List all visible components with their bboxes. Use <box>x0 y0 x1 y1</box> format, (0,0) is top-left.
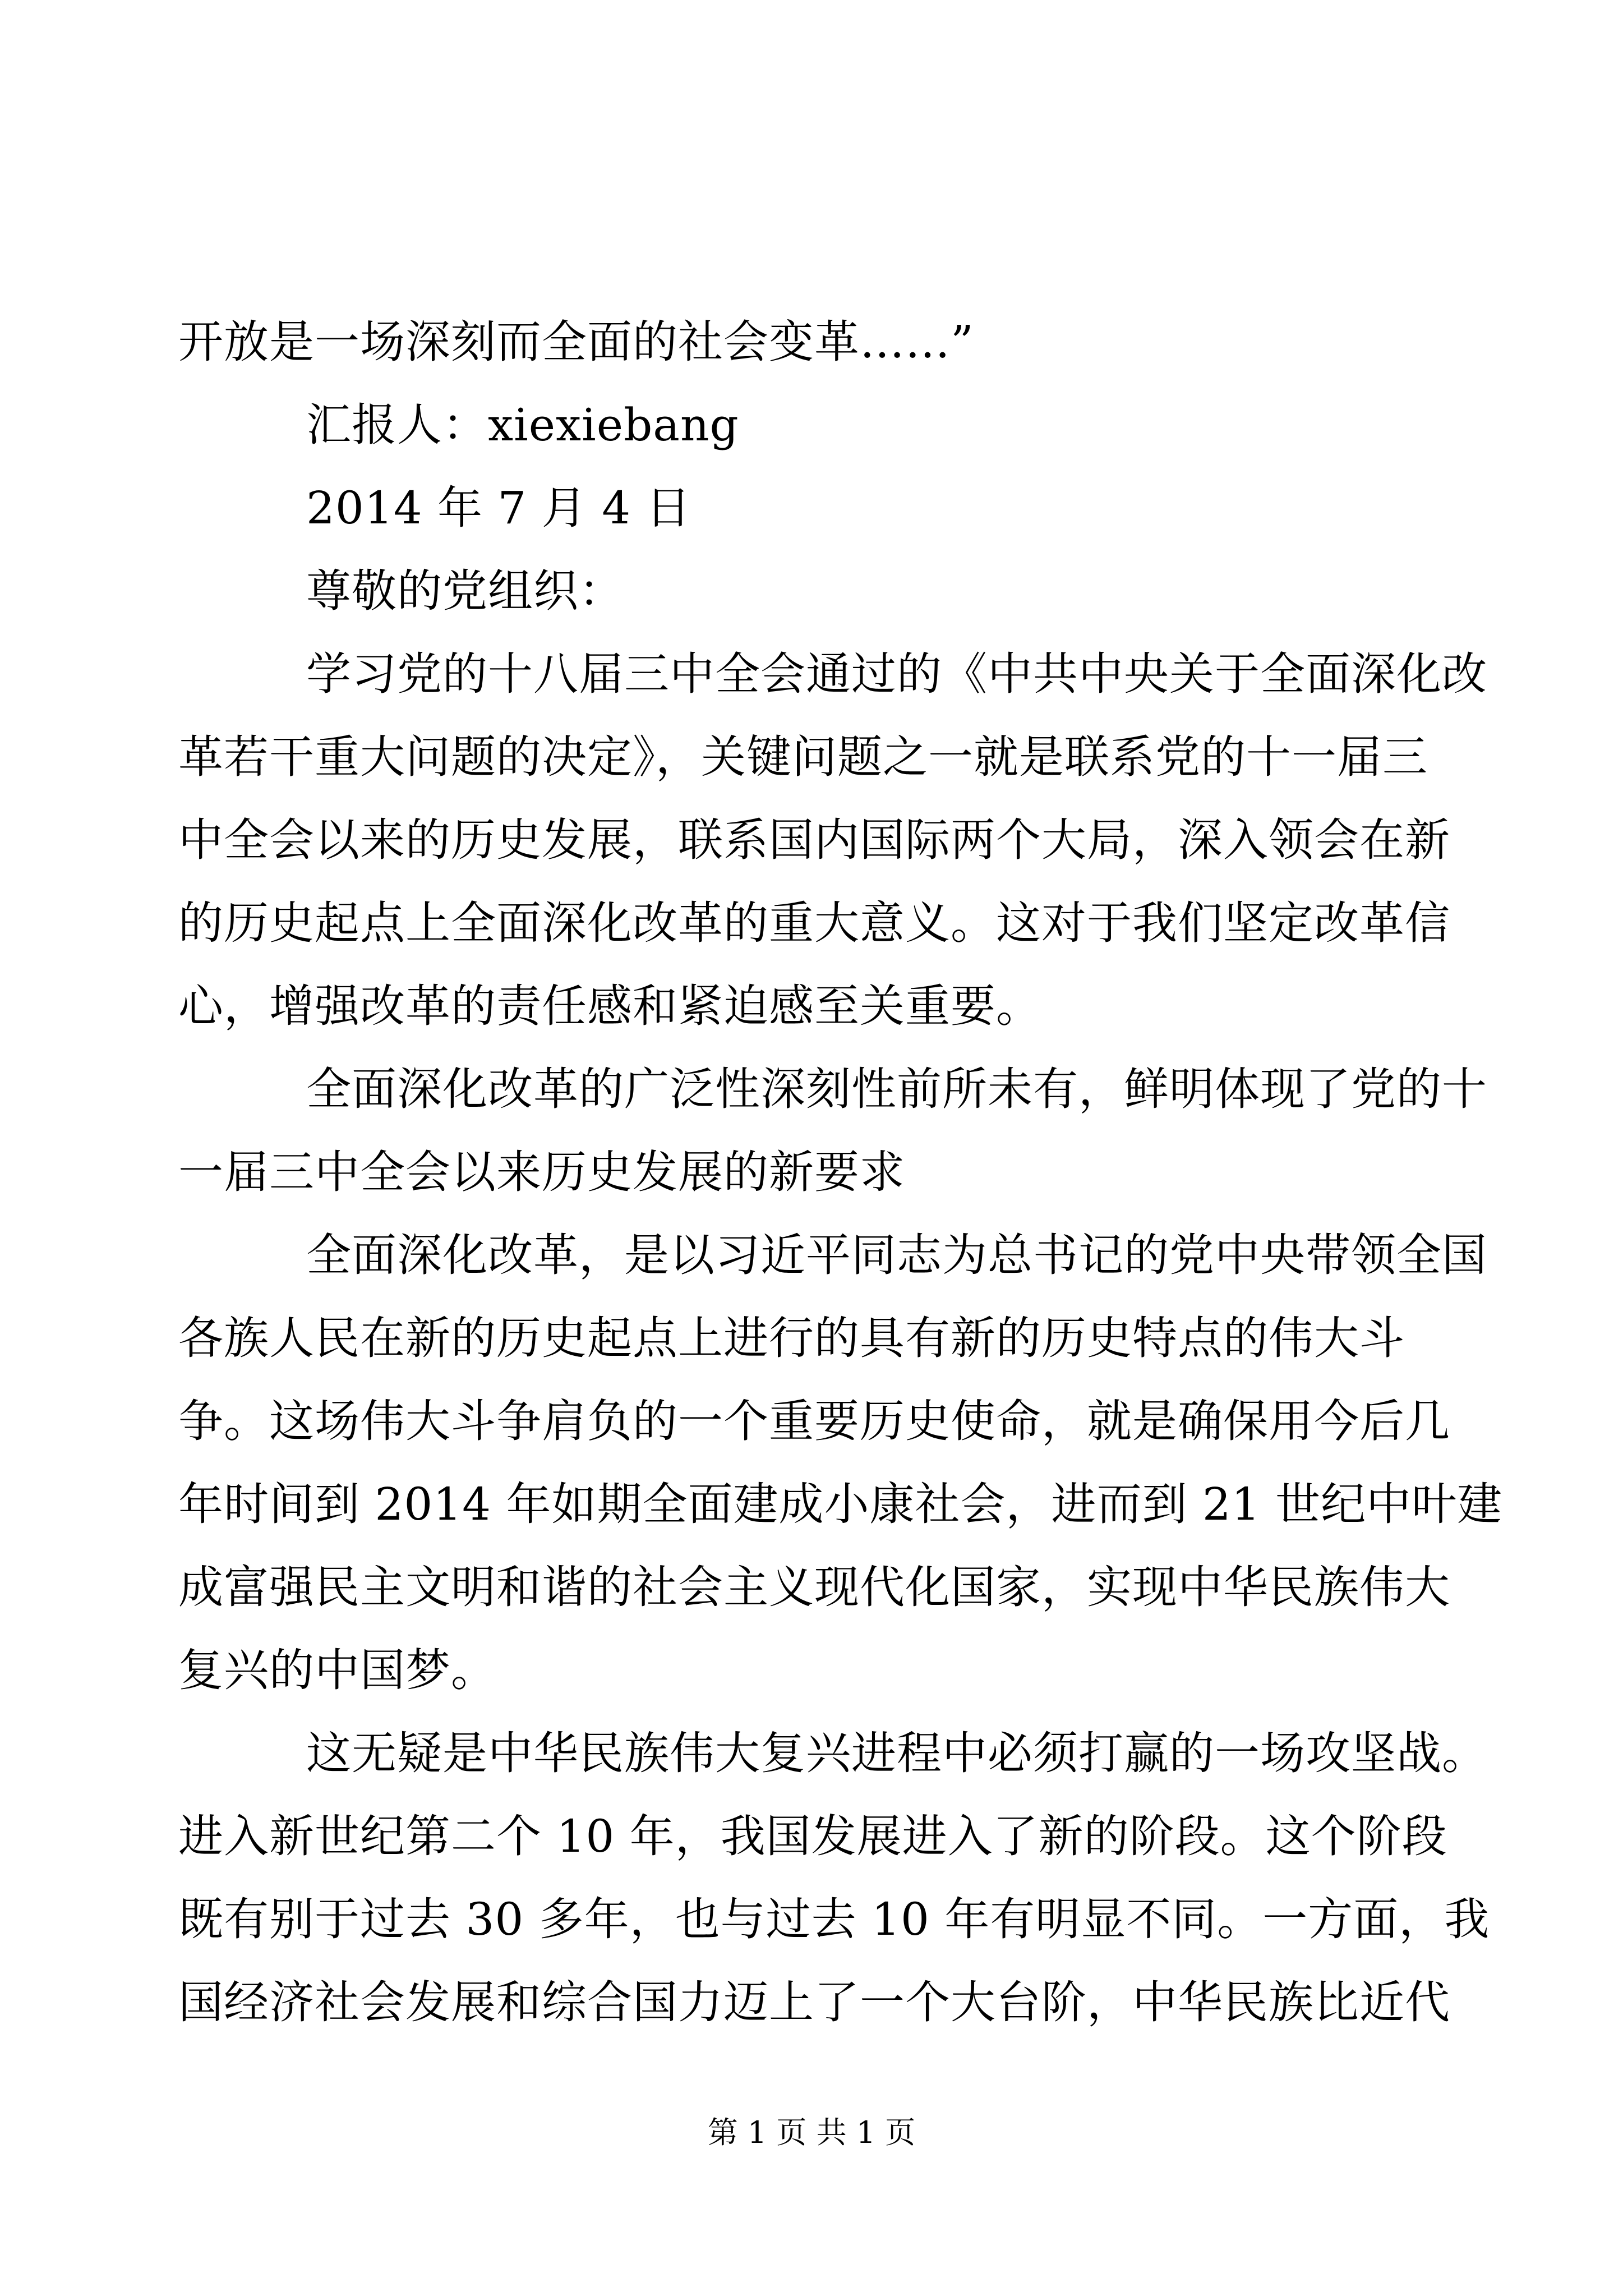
date-line: 2014 年 7 月 4 日 <box>306 482 691 534</box>
paragraph-3-line-4: 年时间到 2014 年如期全面建成小康社会，进而到 21 世纪中叶建 <box>178 1478 1503 1530</box>
paragraph-1-line-4: 的历史起点上全面深化改革的重大意义。这对于我们坚定改革信 <box>178 897 1450 949</box>
paragraph-2-line-2: 一届三中全会以来历史发展的新要求 <box>178 1146 905 1198</box>
paragraph-2-line-1: 全面深化改革的广泛性深刻性前所未有，鲜明体现了党的十 <box>306 1063 1487 1115</box>
paragraph-4-line-4: 国经济社会发展和综合国力迈上了一个大台阶，中华民族比近代 <box>178 1976 1450 2028</box>
paragraph-1-line-2: 革若干重大问题的决定》，关键问题之一就是联系党的十一届三 <box>178 731 1428 783</box>
paragraph-3-line-5: 成富强民主文明和谐的社会主义现代化国家，实现中华民族伟大 <box>178 1561 1450 1613</box>
paragraph-1-line-1: 学习党的十八届三中全会通过的《中共中央关于全面深化改 <box>306 648 1487 700</box>
paragraph-3-line-6: 复兴的中国梦。 <box>178 1644 496 1696</box>
text-line-continuation: 开放是一场深刻而全面的社会变革……” <box>178 316 974 368</box>
paragraph-4-line-1: 这无疑是中华民族伟大复兴进程中必须打赢的一场攻坚战。 <box>306 1727 1487 1779</box>
paragraph-3-line-1: 全面深化改革，是以习近平同志为总书记的党中央带领全国 <box>306 1229 1487 1281</box>
paragraph-1-line-3: 中全会以来的历史发展，联系国内国际两个大局，深入领会在新 <box>178 814 1450 866</box>
paragraph-3-line-2: 各族人民在新的历史起点上进行的具有新的历史特点的伟大斗 <box>178 1312 1405 1364</box>
paragraph-4-line-2: 进入新世纪第二个 10 年，我国发展进入了新的阶段。这个阶段 <box>178 1810 1447 1862</box>
document-body <box>178 301 1503 2044</box>
page-number-indicator: 第 1 页 共 1 页 <box>707 2115 916 2150</box>
paragraph-3-line-3: 争。这场伟大斗争肩负的一个重要历史使命，就是确保用今后几 <box>178 1395 1450 1447</box>
paragraph-4-line-3: 既有别于过去 30 多年，也与过去 10 年有明显不同。一方面，我 <box>178 1893 1490 1945</box>
page-footer <box>0 2110 1623 2155</box>
salutation-line: 尊敬的党组织： <box>306 565 624 617</box>
paragraph-1-line-5: 心，增强改革的责任感和紧迫感至关重要。 <box>178 980 1041 1032</box>
reporter-line: 汇报人：xiexiebang <box>306 399 739 451</box>
